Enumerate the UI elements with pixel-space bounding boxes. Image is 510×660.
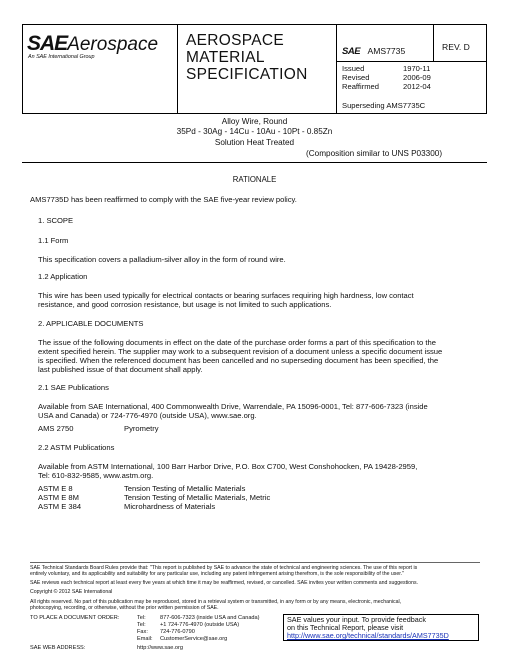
rationale-text: AMS7735D has been reaffirmed to comply with the SAE five-year review policy. [30, 195, 297, 204]
header-bottom-rule [22, 113, 487, 114]
contact-value-1[interactable]: 877-606-7323 (inside USA and Canada) [160, 615, 260, 621]
section-1-2-text-b: resistance, and good corrosion resistance, but usage is not limited to such applications. [38, 300, 332, 309]
web-address-link[interactable]: http://www.sae.org [137, 645, 184, 651]
section-2-2-text-a: Available from ASTM International, 100 Barr Harbor Drive, P.O. Box C700, West Conshohocken, PA 19428-2959, [38, 462, 418, 471]
spec-number: AMS7735 [367, 46, 406, 56]
footer-p2: SAE reviews each technical report at least every five years at which time it may be reaffirmed, revised, or cancelled. SAE invites your written comments and suggestions. [30, 580, 418, 586]
section-1-heading: 1. SCOPE [38, 216, 74, 225]
revision-label: REV. D [442, 42, 470, 52]
footer-copyright: Copyright © 2012 SAE International [30, 589, 113, 595]
contact-value-3[interactable]: 724-776-0790 [160, 629, 195, 635]
rationale-heading: RATIONALE [232, 175, 277, 184]
document-title [186, 32, 308, 83]
order-label: TO PLACE A DOCUMENT ORDER: [30, 615, 120, 621]
footer-p4-b: photocopying, recording, or otherwise, without the prior written permission of SAE. [30, 605, 219, 611]
section-2-1-text-a: Available from SAE International, 400 Commonwealth Drive, Warrendale, PA 15096-0001, Tel: 877-606-7323 (inside [38, 402, 428, 411]
date-issued-label: Issued [342, 64, 365, 73]
astm-doc-id-3: ASTM E 384 [38, 502, 82, 511]
web-address-label: SAE WEB ADDRESS: [30, 645, 86, 651]
section-2-text-a: The issue of the following documents in effect on the date of the purchase order forms a part of this specification to the [38, 338, 436, 347]
contact-label-1: Tel: [137, 615, 146, 621]
feedback-text-b: on this Technical Report, please visit [287, 623, 404, 632]
contact-label-4: Email: [137, 636, 153, 642]
section-1-1-heading: 1.1 Form [38, 236, 69, 245]
title-line-1: AEROSPACE [186, 32, 285, 49]
contact-label-3: Fax: [137, 629, 148, 635]
contact-value-2[interactable]: +1 724-776-4970 (outside USA) [160, 622, 240, 628]
section-2-text-b: extent specified herein. The supplier may work to a subsequent revision of a document unless a specific document issue [38, 347, 443, 356]
date-revised-label: Revised [342, 73, 370, 82]
section-1-1-text: This specification covers a palladium-silver alloy in the form of round wire. [38, 255, 286, 264]
section-2-text-d: last published issue of that document shall apply. [38, 365, 203, 374]
subject-line-3: Solution Heat Treated [214, 137, 295, 147]
section-2-2-text-b: Tel: 610-832-9585, www.astm.org. [38, 471, 154, 480]
astm-doc-id-1: ASTM E 8 [38, 484, 73, 493]
footer-rule [30, 562, 480, 563]
spec-number-cell [342, 41, 405, 59]
subject-line-4: (Composition similar to UNS P03300) [306, 149, 443, 158]
feedback-link[interactable]: http://www.sae.org/technical/standards/AMS7735D [287, 631, 449, 640]
title-line-3: SPECIFICATION [186, 66, 308, 83]
section-2-2-heading: 2.2 ASTM Publications [38, 443, 115, 452]
section-1-2-text-a: This wire has been used typically for electrical contacts or bearing surfaces requiring high hardness, low contact [38, 291, 414, 300]
date-reaffirmed-label: Reaffirmed [342, 82, 380, 91]
header-left-rule [22, 24, 23, 114]
sae-doc-id: AMS 2750 [38, 424, 74, 433]
title-line-2: MATERIAL [186, 49, 265, 66]
subject-bottom-rule [22, 162, 487, 163]
subject-block [22, 117, 487, 148]
sae-aerospace-logo [27, 32, 158, 56]
date-issued-value: 1970-11 [403, 64, 431, 73]
header-divider-3 [433, 24, 434, 61]
logo-tagline: An SAE International Group [28, 54, 95, 60]
section-2-text-c: is specified. When the referenced document has been cancelled and no superseding document has been specified, the [38, 356, 439, 365]
section-1-2-heading: 1.2 Application [38, 272, 88, 281]
sae-doc-title: Pyrometry [124, 424, 159, 433]
date-revised-value: 2006-09 [403, 73, 431, 82]
subject-line-2: 35Pd - 30Ag - 14Cu - 10Au - 10Pt - 0.85Zn [176, 127, 333, 137]
header-divider-1 [177, 24, 178, 114]
header-divider-2 [336, 24, 337, 114]
footer-p4-a: All rights reserved. No part of this publication may be reproduced, stored in a retrieval system or transmitted, in any form or by any means, electronic, mechanical, [30, 599, 402, 605]
feedback-text-a: SAE values your input. To provide feedback [287, 615, 426, 624]
header-top-rule [22, 24, 487, 25]
header-right-rule [486, 24, 487, 114]
spec-sae-logo: SAE [342, 46, 361, 57]
contact-email[interactable]: CustomerService@sae.org [160, 636, 228, 642]
logo-sae-text: SAE [27, 32, 68, 55]
footer-p1-b: entirely voluntary, and its applicability and suitability for any particular use, including any patent infringement arising therefrom, is the sole responsibility of the user." [30, 571, 404, 577]
subject-line-1: Alloy Wire, Round [221, 117, 288, 126]
astm-doc-title-1: Tension Testing of Metallic Materials [124, 484, 246, 493]
header-inner-rule [336, 61, 486, 62]
footer-p1-a: SAE Technical Standards Board Rules provide that: "This report is published by SAE to advance the state of technical and engineering sciences. The use of this report is [30, 565, 418, 571]
date-reaffirmed-value: 2012-04 [403, 82, 431, 91]
astm-doc-id-2: ASTM E 8M [38, 493, 79, 502]
section-2-heading: 2. APPLICABLE DOCUMENTS [38, 319, 144, 328]
logo-aerospace-text: Aerospace [67, 34, 159, 55]
section-2-1-text-b: USA and Canada) or 724-776-4970 (outside USA), www.sae.org. [38, 411, 257, 420]
contact-label-2: Tel: [137, 622, 146, 628]
astm-doc-title-2: Tension Testing of Metallic Materials, Metric [124, 493, 271, 502]
astm-doc-title-3: Microhardness of Materials [124, 502, 216, 511]
section-2-1-heading: 2.1 SAE Publications [38, 383, 109, 392]
superseding-note: Superseding AMS7735C [342, 101, 426, 110]
